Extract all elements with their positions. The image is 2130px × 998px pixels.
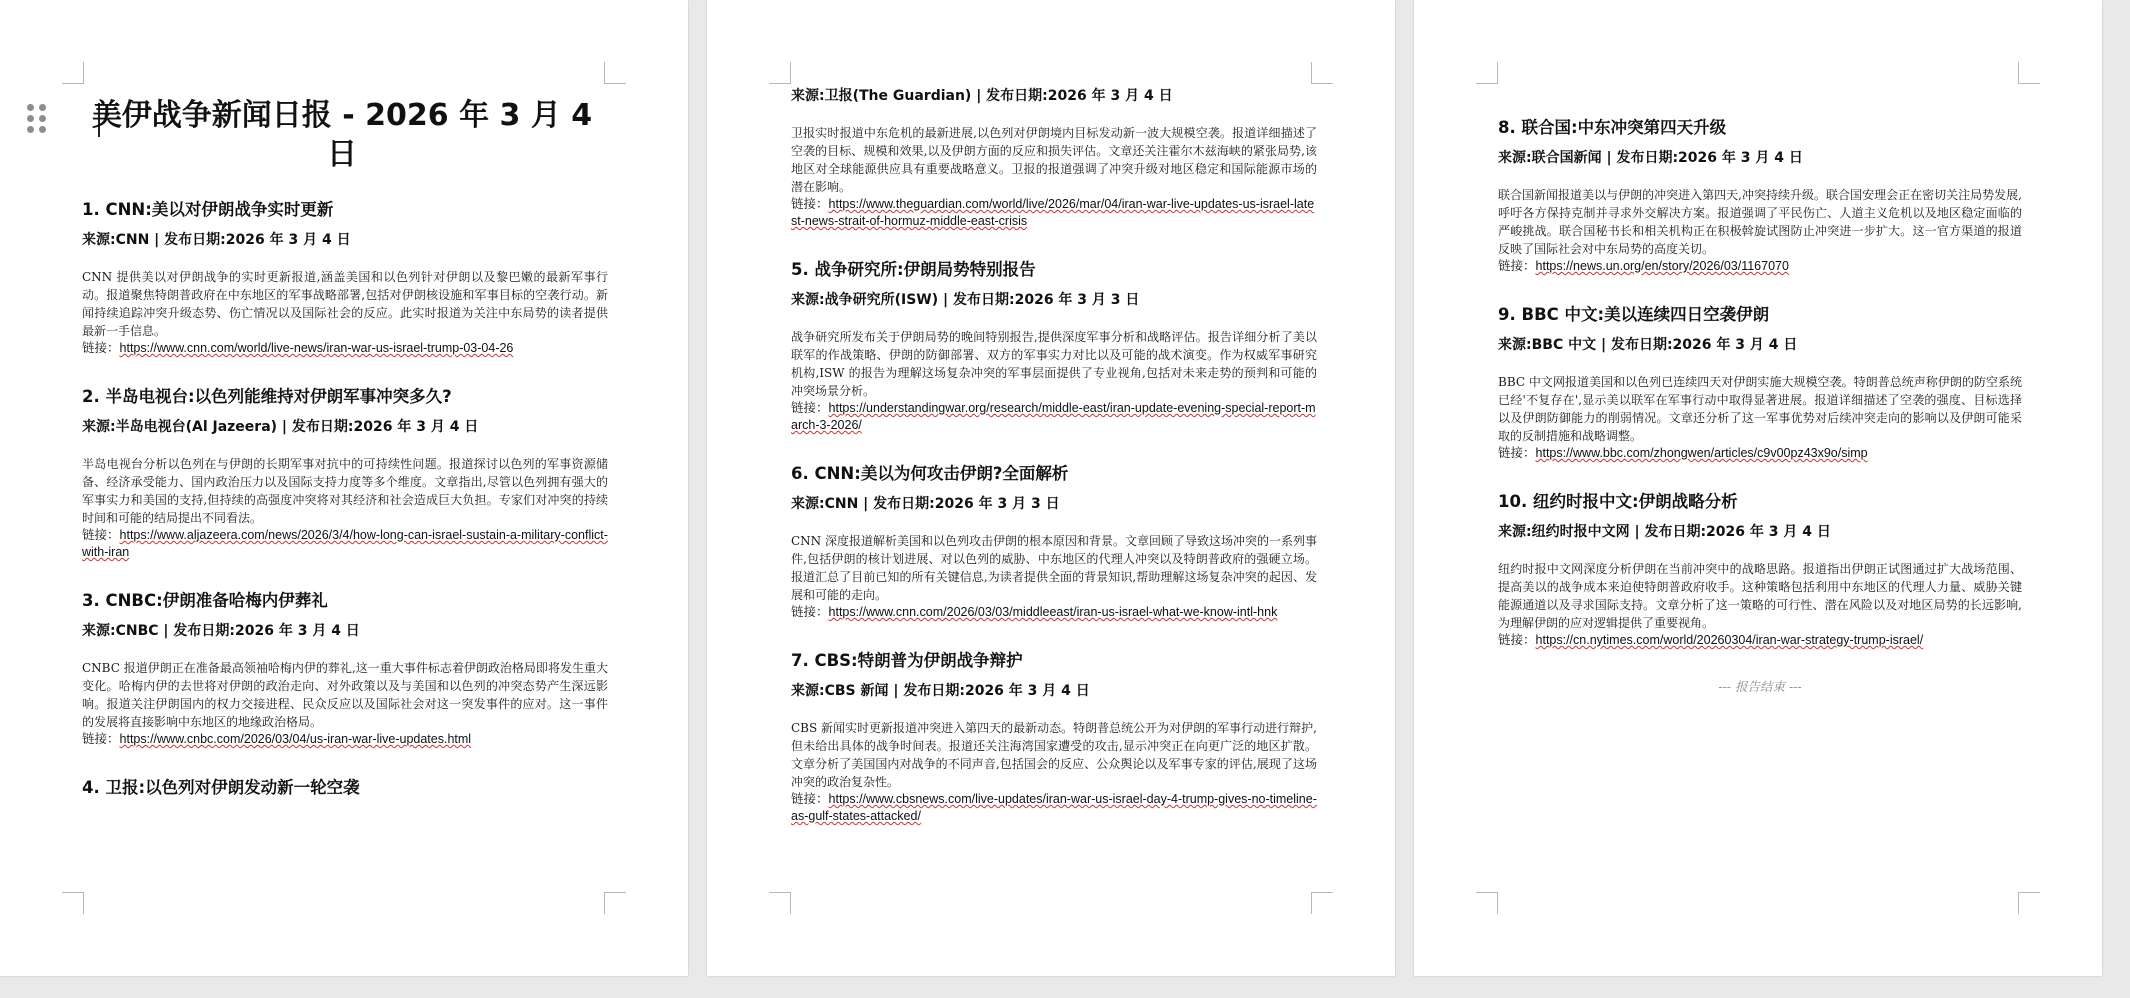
article-title: 5. 战争研究所:伊朗局势特别报告 <box>791 260 1036 279</box>
link-label: 链接： <box>791 605 829 619</box>
article-source-date: 来源:CNN | 发布日期:2026 年 3 月 3 日 <box>791 496 1060 512</box>
crop-mark <box>2018 892 2040 914</box>
crop-mark <box>604 62 626 84</box>
article-url[interactable]: https://www.cnbc.com/2026/03/04/us-iran-war-live-updates.html <box>119 732 472 746</box>
article-url[interactable]: https://understandingwar.org/research/middle-east/iran-update-evening-special-report-march-3-2026/ <box>791 401 1316 432</box>
article-body: CBS 新闻实时更新报道冲突进入第四天的最新动态。特朗普总统公开为对伊朗的军事行动进行辩护,但未给出具体的战争时间表。报道还关注海湾国家遭受的攻击,显示冲突正在向更广泛的地区扩散。文章分析了美国国内对战争的不同声音,包括国会的反应、公众舆论以及军事专家的评估,展现了这场冲突的政治复杂性。 <box>791 721 1317 789</box>
link-label: 链接： <box>791 792 829 806</box>
article-link-line <box>791 791 1317 825</box>
article-link-line <box>1498 258 2022 275</box>
article[interactable] <box>82 589 608 748</box>
document-page-3 <box>1414 0 2102 976</box>
article-url[interactable]: https://www.cbsnews.com/live-updates/iran-war-us-israel-day-4-trump-gives-no-timeline-as-gulf-states-attacked/ <box>791 792 1317 823</box>
article-source-date: 来源:CNN | 发布日期:2026 年 3 月 4 日 <box>82 232 351 248</box>
article-link-line <box>791 604 1317 621</box>
link-label: 链接： <box>82 528 120 542</box>
crop-mark <box>2018 62 2040 84</box>
crop-mark <box>769 62 791 84</box>
article[interactable] <box>82 198 608 357</box>
article-url[interactable]: https://news.un.org/en/story/2026/03/1167070 <box>1535 259 1789 273</box>
article-title: 8. 联合国:中东冲突第四天升级 <box>1498 118 1727 137</box>
article-title: 7. CBS:特朗普为伊朗战争辩护 <box>791 651 1023 670</box>
article-url[interactable]: https://www.cnn.com/2026/03/03/middleeast/iran-us-israel-what-we-know-intl-hnk <box>828 605 1278 619</box>
block-drag-handle-icon[interactable] <box>27 104 47 134</box>
article-title: 4. 卫报:以色列对伊朗发动新一轮空袭 <box>82 778 360 797</box>
article[interactable] <box>82 385 608 561</box>
crop-mark <box>769 892 791 914</box>
crop-mark <box>62 62 84 84</box>
article[interactable] <box>791 462 1317 621</box>
article-url[interactable]: https://cn.nytimes.com/world/20260304/iran-war-strategy-trump-israel/ <box>1535 633 1924 647</box>
document-page-2 <box>707 0 1395 976</box>
article-url[interactable]: https://www.bbc.com/zhongwen/articles/c9v00pz43x9o/simp <box>1535 446 1868 460</box>
article-link-line <box>82 340 608 357</box>
article-body: BBC 中文网报道美国和以色列已连续四天对伊朗实施大规模空袭。特朗普总统声称伊朗的防空系统已经'不复存在',显示美以联军在军事行动中取得显著进展。报道详细描述了空袭的强度、目标选择以及伊朗防御能力的削弱情况。文章还分析了这一军事优势对后续冲突走向的影响以及伊朗可能采取的反制措施和战略调整。 <box>1498 375 2022 443</box>
article-url[interactable]: https://www.cnn.com/world/live-news/iran-war-us-israel-trump-03-04-26 <box>119 341 514 355</box>
article[interactable] <box>82 776 608 800</box>
page-content[interactable] <box>791 86 1317 853</box>
report-end-marker: --- 报告结束 --- <box>1718 679 1802 694</box>
article[interactable] <box>791 86 1317 230</box>
article[interactable] <box>791 258 1317 434</box>
document-title[interactable]: 美伊战争新闻日报 - 2026 年 3 月 4 日 <box>91 98 593 172</box>
crop-mark <box>62 892 84 914</box>
article-source-date: 来源:CBS 新闻 | 发布日期:2026 年 3 月 4 日 <box>791 683 1090 699</box>
crop-mark <box>1476 62 1498 84</box>
article-link-line <box>1498 445 2022 462</box>
link-label: 链接： <box>82 341 120 355</box>
article-link-line <box>82 731 608 748</box>
link-label: 链接： <box>1498 446 1536 460</box>
link-label: 链接： <box>1498 633 1536 647</box>
article-url[interactable]: https://www.theguardian.com/world/live/2026/mar/04/iran-war-live-updates-us-israel-latest-news-strait-of-hormuz-middle-east-crisis <box>791 197 1315 228</box>
article-title: 9. BBC 中文:美以连续四日空袭伊朗 <box>1498 305 1770 324</box>
article-link-line <box>791 196 1317 230</box>
crop-mark <box>604 892 626 914</box>
article-title: 2. 半岛电视台:以色列能维持对伊朗军事冲突多久? <box>82 387 452 406</box>
article-title: 10. 纽约时报中文:伊朗战略分析 <box>1498 492 1738 511</box>
article[interactable] <box>791 649 1317 825</box>
article-body: 半岛电视台分析以色列在与伊朗的长期军事对抗中的可持续性问题。报道探讨以色列的军事资源储备、经济承受能力、国内政治压力以及国际支持力度等多个维度。文章指出,尽管以色列拥有强大的军事实力和美国的支持,但持续的高强度冲突将对其经济和社会造成巨大负担。专家们对冲突的持续时间和可能的结局提出不同看法。 <box>82 457 608 525</box>
link-label: 链接： <box>791 197 829 211</box>
article-title: 3. CNBC:伊朗准备哈梅内伊葬礼 <box>82 591 328 610</box>
page-content[interactable] <box>82 96 608 828</box>
article-source-date: 来源:CNBC | 发布日期:2026 年 3 月 4 日 <box>82 623 360 639</box>
article-body: 联合国新闻报道美以与伊朗的冲突进入第四天,冲突持续升级。联合国安理会正在密切关注局势发展,呼吁各方保持克制并寻求外交解决方案。报道强调了平民伤亡、人道主义危机以及地区稳定面临的严峻挑战。联合国秘书长和相关机构正在积极斡旋试图防止冲突进一步扩大。这一官方渠道的报道反映了国际社会对中东局势的高度关切。 <box>1498 188 2022 256</box>
crop-mark <box>1311 62 1333 84</box>
article[interactable] <box>1498 490 2022 649</box>
crop-mark <box>1311 892 1333 914</box>
link-label: 链接： <box>1498 259 1536 273</box>
link-label: 链接： <box>82 732 120 746</box>
crop-mark <box>1476 892 1498 914</box>
article-source-date: 来源:半岛电视台(Al Jazeera) | 发布日期:2026 年 3 月 4 日 <box>82 419 479 435</box>
article-url[interactable]: https://www.aljazeera.com/news/2026/3/4/how-long-can-israel-sustain-a-military-conflict-with-iran <box>82 528 608 559</box>
document-page-1 <box>0 0 688 976</box>
article-source-date: 来源:战争研究所(ISW) | 发布日期:2026 年 3 月 3 日 <box>791 292 1140 308</box>
article-body: CNN 深度报道解析美国和以色列攻击伊朗的根本原因和背景。文章回顾了导致这场冲突的一系列事件,包括伊朗的核计划进展、对以色列的威胁、中东地区的代理人冲突以及特朗普政府的强硬立场。报道汇总了目前已知的所有关键信息,为读者提供全面的背景知识,帮助理解这场复杂冲突的起因、发展和可能的走向。 <box>791 534 1317 602</box>
article-source-date: 来源:BBC 中文 | 发布日期:2026 年 3 月 4 日 <box>1498 337 1798 353</box>
article-link-line <box>1498 632 2022 649</box>
page-content[interactable] <box>1498 116 2022 695</box>
article-source-date: 来源:纽约时报中文网 | 发布日期:2026 年 3 月 4 日 <box>1498 524 1831 540</box>
link-label: 链接： <box>791 401 829 415</box>
article-body: 纽约时报中文网深度分析伊朗在当前冲突中的战略思路。报道指出伊朗正试图通过扩大战场范围、提高美以的战争成本来迫使特朗普政府收手。这种策略包括利用中东地区的代理人力量、威胁关键能源通道以及寻求国际支持。文章分析了这一策略的可行性、潜在风险以及对地区局势的长远影响,为理解伊朗的应对逻辑提供了重要视角。 <box>1498 562 2022 630</box>
article-title: 1. CNN:美以对伊朗战争实时更新 <box>82 200 334 219</box>
article[interactable] <box>1498 116 2022 275</box>
article-link-line <box>791 400 1317 434</box>
article-source-date: 来源:联合国新闻 | 发布日期:2026 年 3 月 4 日 <box>1498 150 1803 166</box>
article[interactable] <box>1498 303 2022 462</box>
article-source-date: 来源:卫报(The Guardian) | 发布日期:2026 年 3 月 4 日 <box>791 88 1173 104</box>
article-body: 卫报实时报道中东危机的最新进展,以色列对伊朗境内目标发动新一波大规模空袭。报道详细描述了空袭的目标、规模和效果,以及伊朗方面的反应和损失评估。文章还关注霍尔木兹海峡的紧张局势,该地区对全球能源供应具有重要战略意义。卫报的报道强调了冲突升级对地区稳定和国际能源市场的潜在影响。 <box>791 126 1317 194</box>
article-body: CNN 提供美以对伊朗战争的实时更新报道,涵盖美国和以色列针对伊朗以及黎巴嫩的最新军事行动。报道聚焦特朗普政府在中东地区的军事战略部署,包括对伊朗核设施和军事目标的空袭行动。新闻持续追踪冲突升级态势、伤亡情况以及国际社会的反应。此实时报道为关注中东局势的读者提供最新一手信息。 <box>82 270 608 338</box>
article-body: 战争研究所发布关于伊朗局势的晚间特别报告,提供深度军事分析和战略评估。报告详细分析了美以联军的作战策略、伊朗的防御部署、双方的军事实力对比以及可能的战术演变。作为权威军事研究机构,ISW 的报告为理解这场复杂冲突的军事层面提供了专业视角,包括对未来走势的预判和可能的冲突场景分析。 <box>791 330 1317 398</box>
article-link-line <box>82 527 608 561</box>
article-title: 6. CNN:美以为何攻击伊朗?全面解析 <box>791 464 1069 483</box>
article-body: CNBC 报道伊朗正在准备最高领袖哈梅内伊的葬礼,这一重大事件标志着伊朗政治格局即将发生重大变化。哈梅内伊的去世将对伊朗的政治走向、对外政策以及与美国和以色列的冲突态势产生深远影响。报道关注伊朗国内的权力交接进程、民众反应以及国际社会对这一突发事件的应对。这一事件的发展将直接影响中东地区的地缘政治格局。 <box>82 661 608 729</box>
